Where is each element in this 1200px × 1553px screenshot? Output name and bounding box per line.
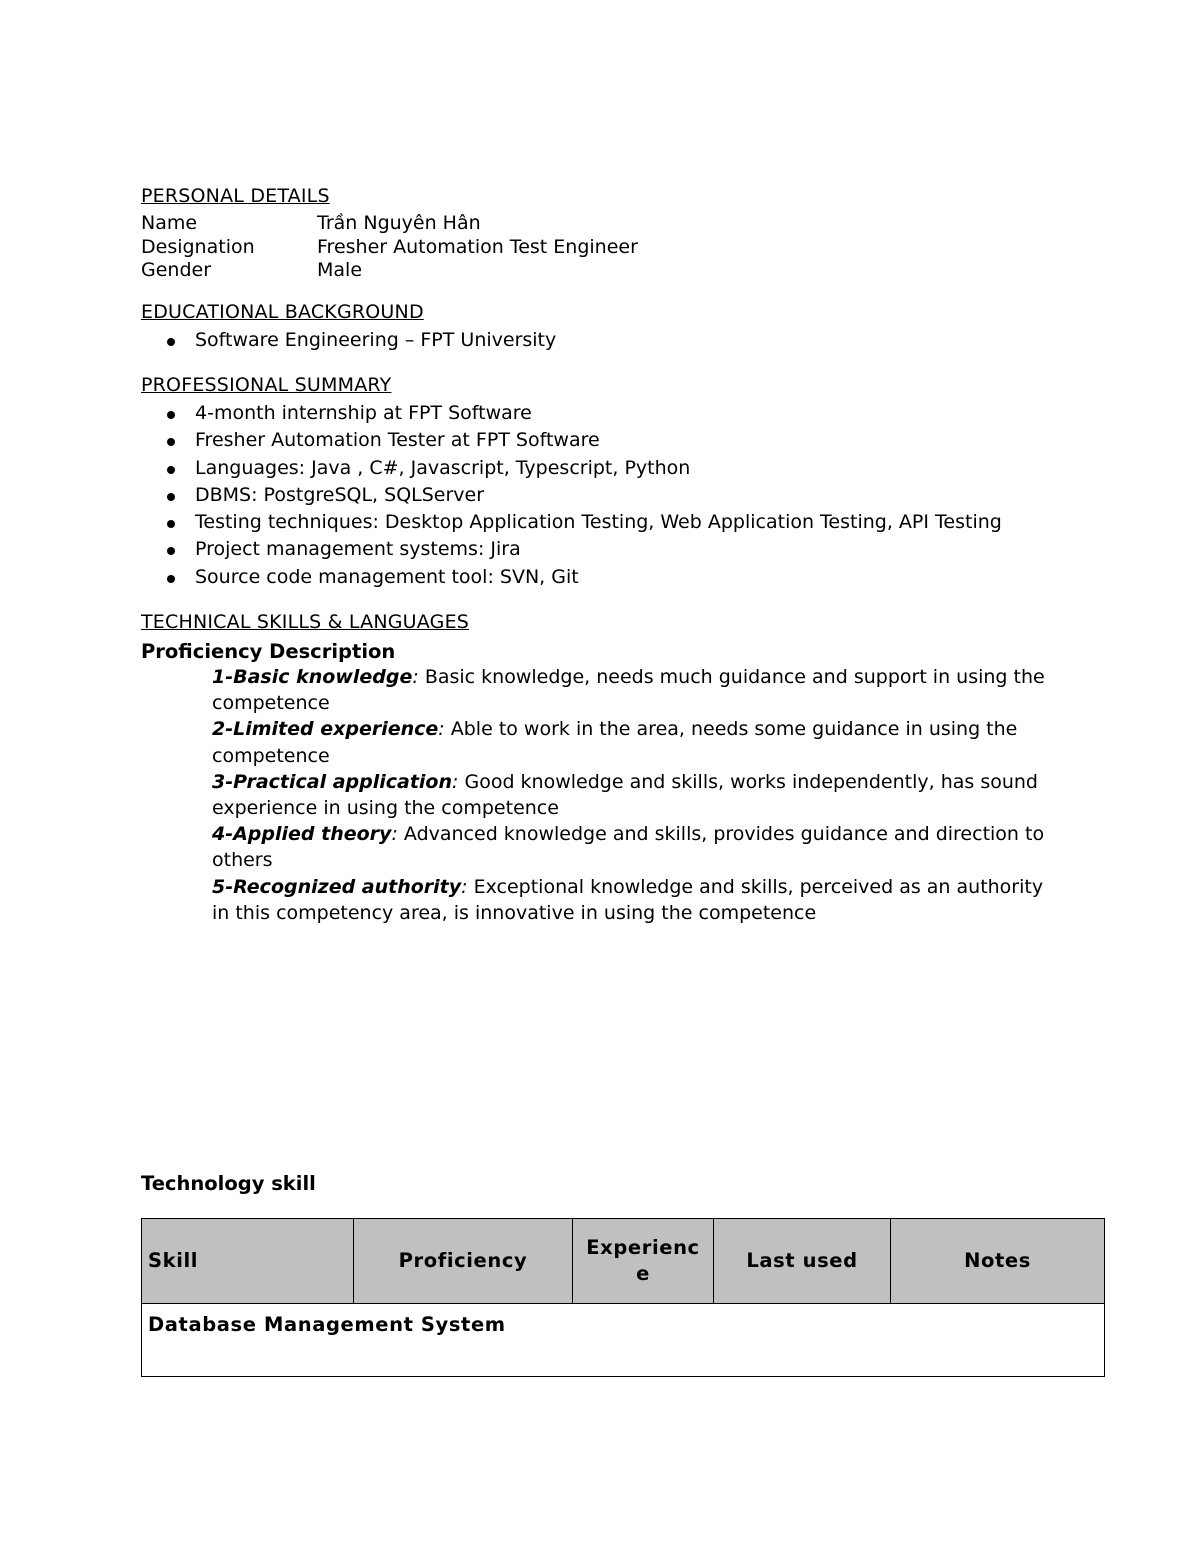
column-header-last-used: Last used	[714, 1219, 891, 1304]
table-header-row	[142, 1219, 1105, 1304]
column-header-experience: Experienc e	[573, 1219, 714, 1304]
technology-skill-table	[141, 1218, 1105, 1377]
detail-row-designation	[141, 236, 638, 260]
level-separator: :	[412, 666, 425, 688]
bullet-icon	[167, 411, 175, 419]
professional-summary-heading: PROFESSIONAL SUMMARY	[141, 374, 392, 396]
list-item	[141, 509, 1002, 536]
technical-skills-heading: TECHNICAL SKILLS & LANGUAGES	[141, 611, 470, 633]
bullet-icon	[167, 466, 175, 474]
proficiency-level	[212, 821, 1062, 873]
detail-row-gender	[141, 259, 638, 283]
bullet-icon	[167, 547, 175, 555]
list-item-text: Testing techniques: Desktop Application Testing, Web Application Testing, API Testing	[195, 511, 1002, 534]
level-separator: :	[452, 770, 465, 793]
list-item-text: Project management systems: Jira	[195, 538, 521, 561]
list-item-text: Fresher Automation Tester at FPT Software	[195, 429, 600, 452]
personal-details-table	[141, 212, 638, 283]
level-separator: :	[391, 823, 404, 846]
list-item	[141, 327, 556, 354]
bullet-icon	[167, 493, 175, 501]
list-item	[141, 482, 1002, 509]
list-item	[141, 455, 1002, 482]
bullet-icon	[167, 438, 175, 446]
list-item-text: Software Engineering – FPT University	[195, 329, 557, 351]
level-separator: :	[461, 875, 474, 898]
educational-background-heading: EDUCATIONAL BACKGROUND	[141, 301, 424, 323]
proficiency-description-title: Proficiency Description	[141, 640, 396, 663]
level-description: Exceptional knowledge and skills, perceived as an authority in this competency area, is innovative in using the competence	[212, 875, 1044, 924]
proficiency-level	[212, 664, 1062, 716]
proficiency-level	[212, 769, 1062, 821]
detail-row-name	[141, 212, 638, 236]
level-name: 1-Basic knowledge	[212, 666, 413, 688]
personal-details-heading: PERSONAL DETAILS	[141, 185, 330, 207]
level-description: Able to work in the area, needs some guidance in using the competence	[212, 718, 1018, 767]
detail-value: Male	[317, 259, 363, 281]
list-item	[141, 564, 1002, 591]
proficiency-levels	[212, 664, 1062, 926]
level-description: Good knowledge and skills, works independently, has sound experience in using the competence	[212, 770, 1038, 820]
detail-label: Name	[141, 212, 198, 234]
column-header-notes: Notes	[891, 1219, 1105, 1304]
list-item	[141, 427, 1002, 454]
proficiency-level	[212, 874, 1062, 926]
level-name: 2-Limited experience	[212, 718, 439, 741]
detail-value: Fresher Automation Test Engineer	[317, 235, 638, 258]
bullet-icon	[167, 338, 175, 346]
bullet-icon	[167, 520, 175, 528]
level-separator: :	[438, 718, 451, 741]
list-item	[141, 400, 1002, 427]
level-name: 3-Practical application	[212, 770, 453, 793]
column-header-skill: Skill	[142, 1219, 354, 1304]
detail-label: Gender	[141, 259, 212, 281]
list-item-text: Source code management tool: SVN, Git	[195, 565, 579, 588]
column-header-proficiency: Proficiency	[354, 1219, 573, 1304]
table-row	[142, 1304, 1105, 1377]
detail-value: Trần Nguyên Hân	[317, 212, 481, 234]
education-list	[141, 327, 556, 354]
summary-list	[141, 400, 1002, 591]
detail-label: Designation	[141, 235, 255, 258]
list-item-text: 4-month internship at FPT Software	[195, 402, 532, 424]
list-item	[141, 536, 1002, 563]
level-description: Basic knowledge, needs much guidance and support in using the competence	[212, 666, 1045, 715]
bullet-icon	[167, 575, 175, 583]
list-item-text: DBMS: PostgreSQL, SQLServer	[195, 483, 485, 506]
technology-skill-title: Technology skill	[141, 1172, 316, 1195]
level-name: 4-Applied theory	[212, 823, 392, 846]
group-row-label: Database Management System	[142, 1304, 1105, 1377]
proficiency-level	[212, 716, 1062, 768]
level-name: 5-Recognized authority	[212, 875, 462, 898]
list-item-text: Languages: Java , C#, Javascript, Typescript, Python	[195, 456, 691, 479]
level-description: Advanced knowledge and skills, provides guidance and direction to others	[212, 823, 1045, 872]
